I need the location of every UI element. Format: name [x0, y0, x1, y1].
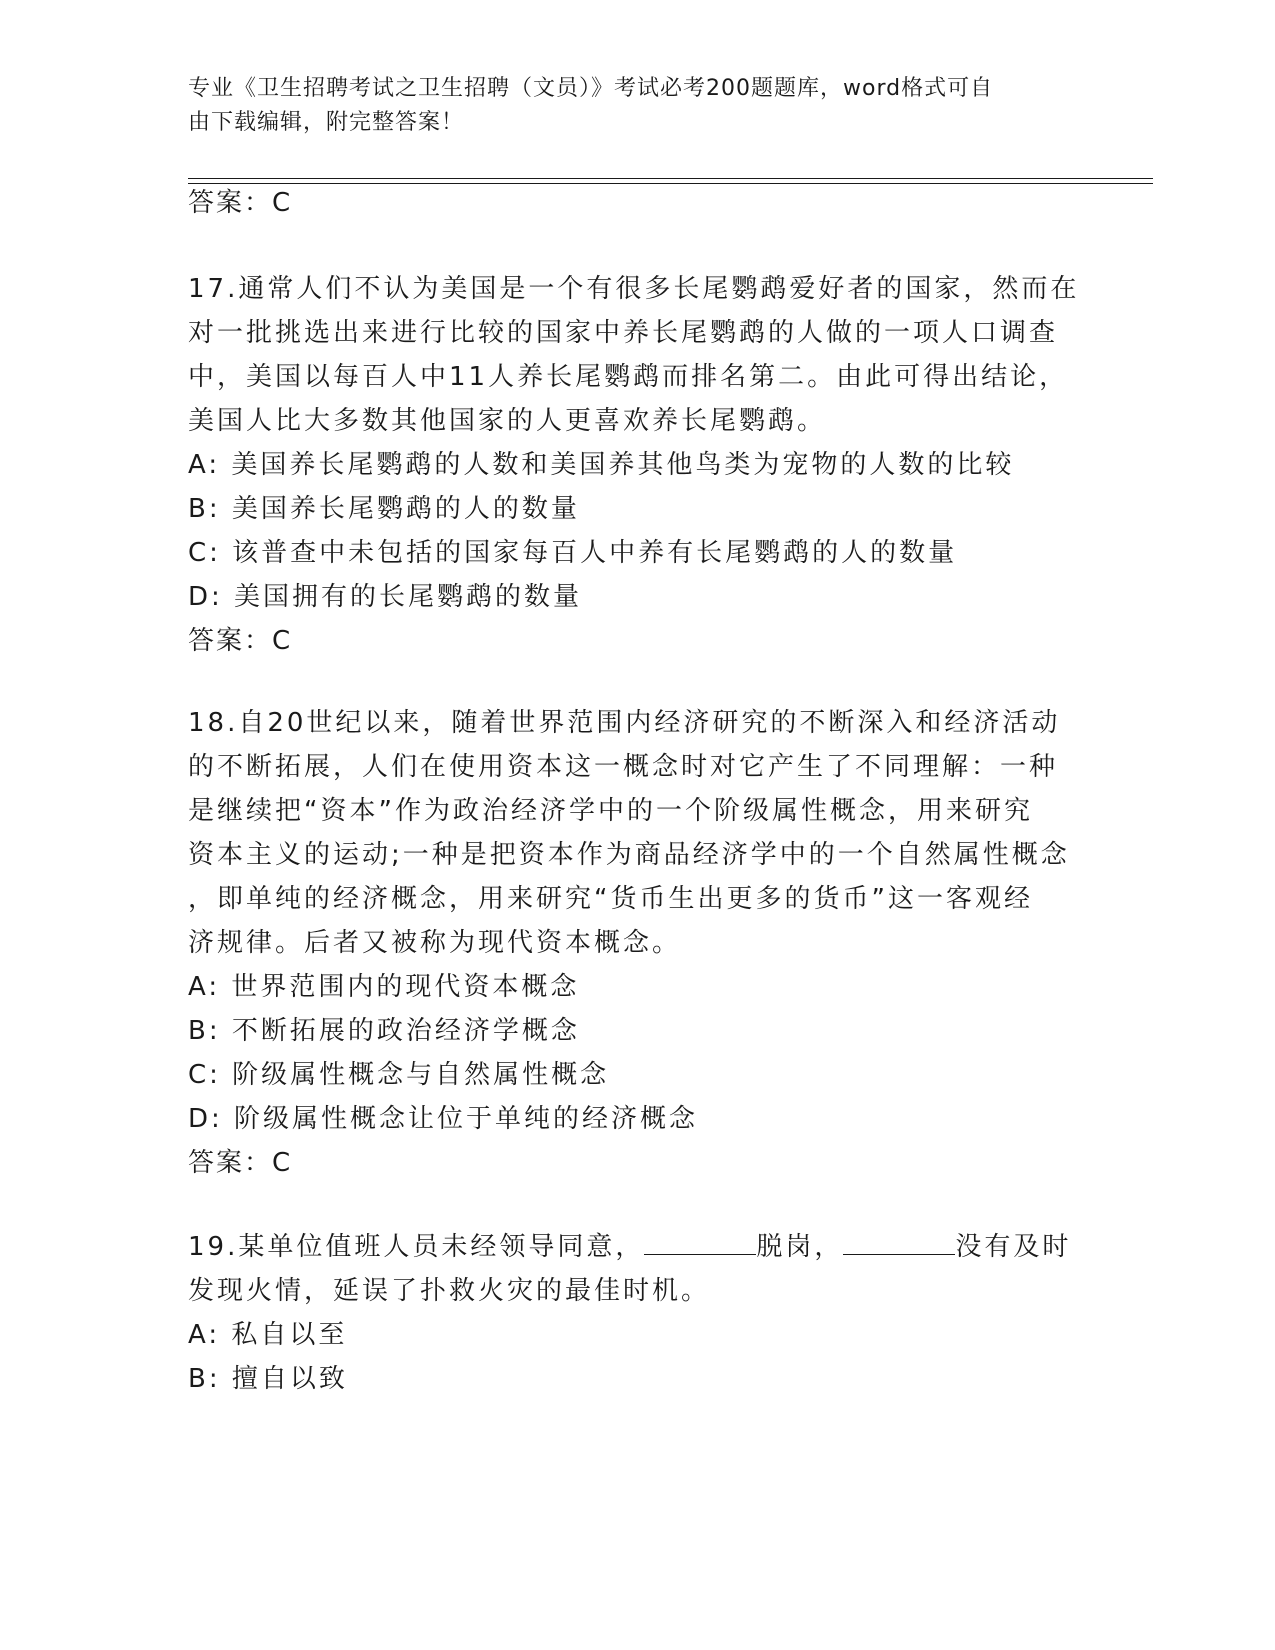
fill-in-blank [644, 1232, 756, 1255]
question-stem-line: 中，美国以每百人中11人养长尾鹦鹉而排名第二。由此可得出结论， [188, 362, 1069, 392]
question-stem-line: 17.通常人们不认为美国是一个有很多长尾鹦鹉爱好者的国家，然而在 [188, 274, 1080, 304]
question-stem-line: 对一批挑选出来进行比较的国家中养长尾鹦鹉的人做的一项人口调查 [188, 318, 1059, 348]
question-stem-line: ，即单纯的经济概念，用来研究“货币生出更多的货币”这一客观经 [188, 884, 1033, 914]
header-divider-bottom [188, 183, 1153, 184]
answer: 答案：C [188, 1148, 293, 1178]
question-stem-line [188, 1230, 1071, 1264]
question-stem-line: 18.自20世纪以来，随着世界范围内经济研究的不断深入和经济活动 [188, 708, 1061, 738]
previous-answer: 答案：C [188, 188, 293, 218]
option-a: A: 美国养长尾鹦鹉的人数和美国养其他鸟类为宠物的人数的比较 [188, 450, 1015, 480]
option-c: C: 阶级属性概念与自然属性概念 [188, 1060, 610, 1090]
header-line-2: 由下载编辑，附完整答案！ [188, 110, 465, 135]
header-divider-top [188, 178, 1153, 179]
stem-segment: 脱岗， [756, 1232, 844, 1262]
option-a: A: 私自以至 [188, 1320, 348, 1350]
question-stem-line: 是继续把“资本”作为政治经济学中的一个阶级属性概念，用来研究 [188, 796, 1033, 826]
stem-segment: 19.某单位值班人员未经领导同意， [188, 1232, 645, 1262]
option-b: B: 擅自以致 [188, 1364, 348, 1394]
stem-segment: 没有及时 [955, 1232, 1072, 1262]
question-stem-line: 的不断拓展，人们在使用资本这一概念时对它产生了不同理解：一种 [188, 752, 1059, 782]
option-b: B: 不断拓展的政治经济学概念 [188, 1016, 580, 1046]
question-stem-line: 发现火情，延误了扑救火灾的最佳时机。 [188, 1276, 711, 1306]
option-a: A: 世界范围内的现代资本概念 [188, 972, 580, 1002]
answer: 答案：C [188, 626, 293, 656]
option-d: D: 美国拥有的长尾鹦鹉的数量 [188, 582, 583, 612]
option-b: B: 美国养长尾鹦鹉的人的数量 [188, 494, 580, 524]
fill-in-blank [843, 1232, 955, 1255]
document-header [188, 72, 1068, 140]
question-stem-line: 美国人比大多数其他国家的人更喜欢养长尾鹦鹉。 [188, 406, 827, 436]
option-d: D: 阶级属性概念让位于单纯的经济概念 [188, 1104, 699, 1134]
question-stem-line: 济规律。后者又被称为现代资本概念。 [188, 928, 682, 958]
option-c: C: 该普查中未包括的国家每百人中养有长尾鹦鹉的人的数量 [188, 538, 958, 568]
question-stem-line: 资本主义的运动;一种是把资本作为商品经济学中的一个自然属性概念 [188, 840, 1070, 870]
header-line-1: 专业《卫生招聘考试之卫生招聘（文员）》考试必考200题题库，word格式可自 [188, 76, 994, 101]
